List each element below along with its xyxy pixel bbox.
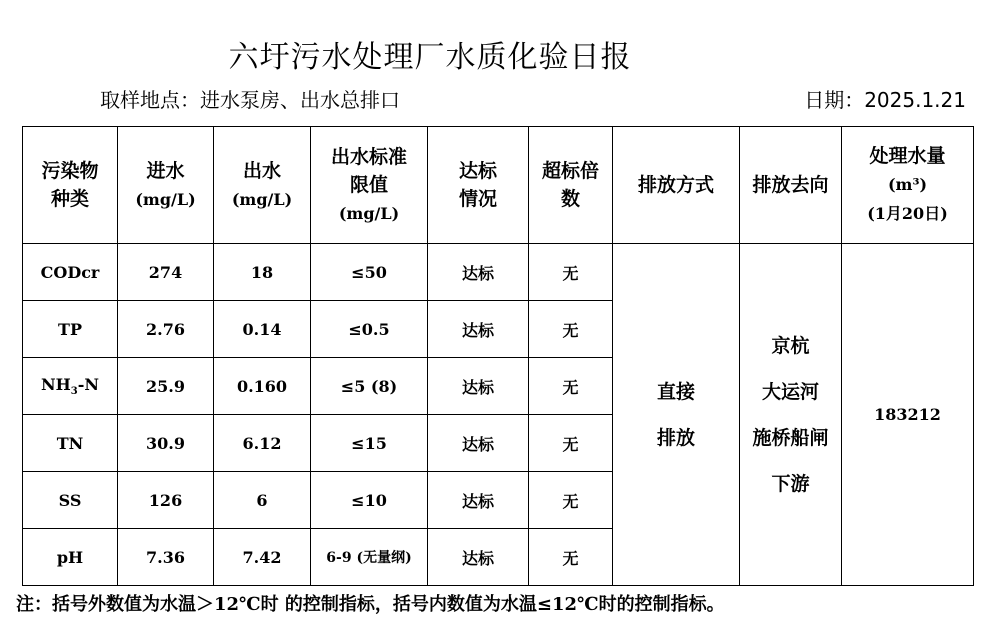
sampling-location	[100, 84, 400, 113]
effluent-cell: 0.160	[214, 358, 311, 415]
exceed-cell: 无	[529, 415, 613, 472]
limit-cell: ≤10	[311, 472, 428, 529]
exceed-cell: 无	[529, 472, 613, 529]
influent-cell: 25.9	[118, 358, 214, 415]
report-date	[804, 84, 966, 113]
influent-cell: 274	[118, 244, 214, 301]
param-cell: pH	[23, 529, 118, 586]
limit-cell: ≤0.5	[311, 301, 428, 358]
location-value: 进水泵房、出水总排口	[200, 88, 400, 112]
date-label: 日期：	[804, 88, 865, 112]
effluent-cell: 6	[214, 472, 311, 529]
limit-cell: ≤50	[311, 244, 428, 301]
limit-cell: ≤5 (8)	[311, 358, 428, 415]
status-cell: 达标	[428, 415, 529, 472]
report-title: 六圩污水处理厂水质化验日报	[228, 40, 632, 75]
status-cell: 达标	[428, 301, 529, 358]
effluent-cell: 18	[214, 244, 311, 301]
exceed-cell: 无	[529, 358, 613, 415]
water-quality-table	[22, 126, 974, 586]
header-limit: 出水标准 限值 (mg/L)	[311, 127, 428, 244]
param-cell: CODcr	[23, 244, 118, 301]
header-discharge-dest: 排放去向	[740, 127, 842, 244]
status-cell: 达标	[428, 358, 529, 415]
param-cell: $NH_3-N$	[23, 358, 118, 415]
influent-cell: 126	[118, 472, 214, 529]
effluent-cell: 7.42	[214, 529, 311, 586]
header-volume: 处理水量 (m³) (1月20日)	[842, 127, 974, 244]
exceed-cell: 无	[529, 244, 613, 301]
header-exceed: 超标倍 数	[529, 127, 613, 244]
discharge-method-cell: 直接 排放	[613, 244, 740, 586]
footnote: 注：括号外数值为水温＞12℃时 的控制指标，括号内数值为水温≤12℃时的控制指标。	[16, 594, 725, 615]
status-cell: 达标	[428, 529, 529, 586]
influent-cell: 7.36	[118, 529, 214, 586]
limit-cell: ≤15	[311, 415, 428, 472]
effluent-cell: 6.12	[214, 415, 311, 472]
exceed-cell: 无	[529, 301, 613, 358]
volume-cell: 183212	[842, 244, 974, 586]
header-influent: 进水 (mg/L)	[118, 127, 214, 244]
discharge-dest-cell: 京杭 大运河 施桥船闸 下游	[740, 244, 842, 586]
param-cell: TN	[23, 415, 118, 472]
status-cell: 达标	[428, 472, 529, 529]
effluent-cell: 0.14	[214, 301, 311, 358]
exceed-cell: 无	[529, 529, 613, 586]
influent-cell: 30.9	[118, 415, 214, 472]
date-value: 2025.1.21	[864, 88, 966, 112]
influent-cell: 2.76	[118, 301, 214, 358]
header-pollutant: 污染物 种类	[23, 127, 118, 244]
param-cell: SS	[23, 472, 118, 529]
param-cell: TP	[23, 301, 118, 358]
header-compliance: 达标 情况	[428, 127, 529, 244]
table-row	[23, 244, 974, 301]
header-effluent: 出水 (mg/L)	[214, 127, 311, 244]
status-cell: 达标	[428, 244, 529, 301]
location-label: 取样地点：	[100, 88, 200, 112]
limit-cell: 6-9 (无量纲)	[311, 529, 428, 586]
header-discharge-method: 排放方式	[613, 127, 740, 244]
header-row	[23, 127, 974, 244]
